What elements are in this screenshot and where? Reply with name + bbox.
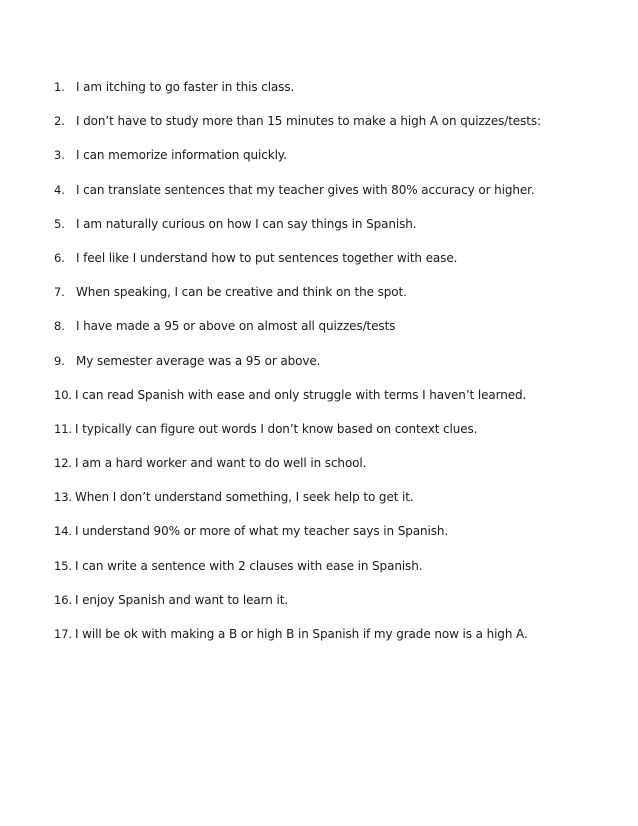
statement-text: I am naturally curious on how I can say things in Spanish. — [76, 216, 417, 231]
statement-number: 13. — [54, 490, 72, 505]
statement-text: I feel like I understand how to put sentences together with ease. — [76, 250, 458, 265]
statement-text: I don’t have to study more than 15 minutes to make a high A on quizzes/tests: — [76, 114, 541, 129]
statement-number: 4. — [54, 182, 65, 197]
statement-item — [54, 247, 614, 281]
statement-item — [54, 76, 614, 110]
statement-text: I can read Spanish with ease and only struggle with terms I haven’t learned. — [75, 387, 527, 402]
statement-item — [54, 144, 614, 178]
statement-number: 11. — [54, 421, 72, 436]
statement-text: I can write a sentence with 2 clauses with ease in Spanish. — [75, 558, 423, 573]
statement-item — [54, 589, 614, 623]
statement-item — [54, 520, 614, 554]
statement-number: 1. — [54, 80, 65, 94]
statement-item — [54, 281, 614, 315]
statement-text: I typically can figure out words I don’t know based on context clues. — [75, 421, 478, 436]
statement-number: 9. — [54, 353, 65, 368]
statement-text: I enjoy Spanish and want to learn it. — [75, 592, 289, 607]
statement-item — [54, 486, 614, 520]
statement-text: I have made a 95 or above on almost all quizzes/tests — [76, 319, 396, 334]
statement-item — [54, 384, 614, 418]
statement-item — [54, 452, 614, 486]
statement-number: 16. — [54, 592, 72, 607]
statement-number: 8. — [54, 319, 65, 334]
statement-item — [54, 213, 614, 247]
statement-text: I am a hard worker and want to do well in school. — [75, 456, 367, 471]
statement-number: 5. — [54, 216, 65, 231]
statement-text: My semester average was a 95 or above. — [76, 353, 321, 368]
statement-text: I can memorize information quickly. — [76, 148, 287, 163]
statement-number: 2. — [54, 114, 65, 129]
statement-number: 14. — [54, 524, 72, 539]
statement-number: 15. — [54, 558, 72, 573]
statement-number: 6. — [54, 250, 65, 265]
statement-text: I can translate sentences that my teacher gives with 80% accuracy or higher. — [76, 182, 535, 197]
statement-text: When speaking, I can be creative and think on the spot. — [76, 285, 407, 300]
statement-item — [54, 110, 614, 144]
statement-number: 17. — [54, 627, 72, 641]
statement-list — [54, 76, 614, 657]
statement-number: 10. — [54, 387, 72, 402]
statement-item — [54, 350, 614, 384]
statement-text: I understand 90% or more of what my teacher says in Spanish. — [75, 524, 449, 539]
statement-item — [54, 315, 614, 349]
statement-number: 7. — [54, 285, 65, 300]
statement-text: When I don’t understand something, I seek help to get it. — [75, 490, 414, 505]
statement-number: 3. — [54, 148, 65, 163]
statement-item — [54, 555, 614, 589]
statement-item — [54, 179, 614, 213]
statement-item — [54, 418, 614, 452]
statement-item — [54, 623, 614, 657]
statement-text: I am itching to go faster in this class. — [76, 80, 295, 94]
statement-number: 12. — [54, 456, 72, 471]
statement-text: I will be ok with making a B or high B in Spanish if my grade now is a high A. — [75, 627, 528, 641]
